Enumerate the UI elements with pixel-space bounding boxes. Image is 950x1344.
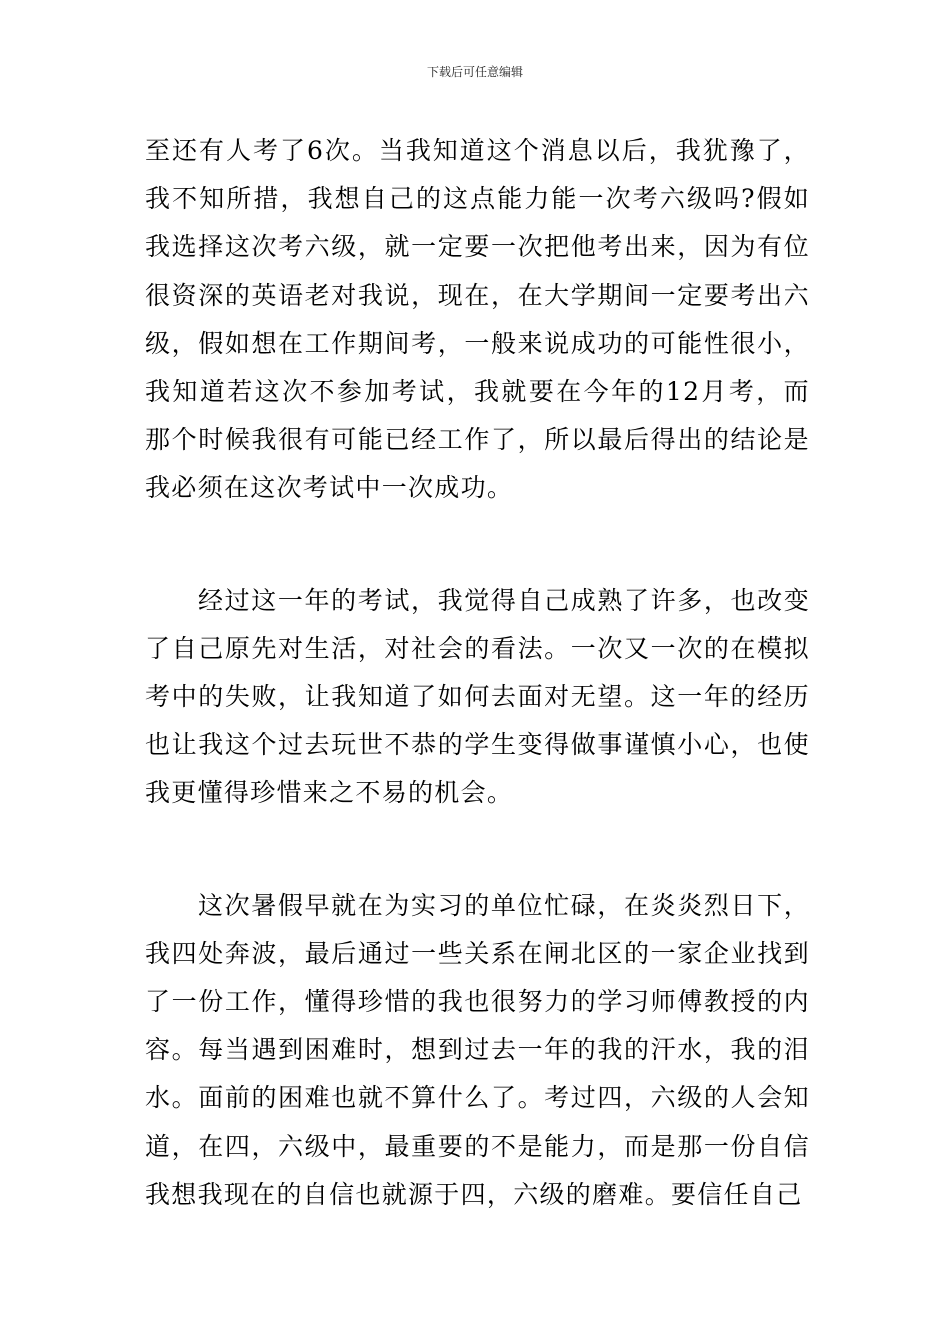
paragraph-1: 至还有人考了6次。当我知道这个消息以后，我犹豫了，我不知所措，我想自己的这点能力能一次考六级吗?假如我选择这次考六级，就一定要一次把他考出来，因为有位很资深的英语老对我说，现在，在大学期间一定要考出六级，假如想在工作期间考，一般来说成功的可能性很小，我知道若这次不参加考试，我就要在今年的12月考，而那个时候我很有可能已经工作了，所以最后得出的结论是我必须在这次考试中一次成功。 xyxy=(145,136,810,503)
paragraph-spacer xyxy=(145,513,810,577)
paragraph-spacer xyxy=(145,818,810,882)
document-body xyxy=(145,127,810,1219)
paragraph-2: 经过这一年的考试，我觉得自己成熟了许多，也改变了自己原先对生活，对社会的看法。一次又一次的在模拟考中的失败，让我知道了如何去面对无望。这一年的经历也让我这个过去玩世不恭的学生变得做事谨慎小心，也使我更懂得珍惜来之不易的机会。 xyxy=(145,585,810,808)
page-header: 下载后可任意编辑 xyxy=(426,65,523,79)
paragraph-3: 这次暑假早就在为实习的单位忙碌，在炎炎烈日下，我四处奔波，最后通过一些关系在闸北区的一家企业找到了一份工作，懂得珍惜的我也很努力的学习师傅教授的内容。每当遇到困难时，想到过去一年的我的汗水，我的泪水。面前的困难也就不算什么了。考过四，六级的人会知道，在四，六级中，最重要的不是能力，而是那一份自信我想我现在的自信也就源于四，六级的磨难。要信任自己 xyxy=(145,890,810,1209)
